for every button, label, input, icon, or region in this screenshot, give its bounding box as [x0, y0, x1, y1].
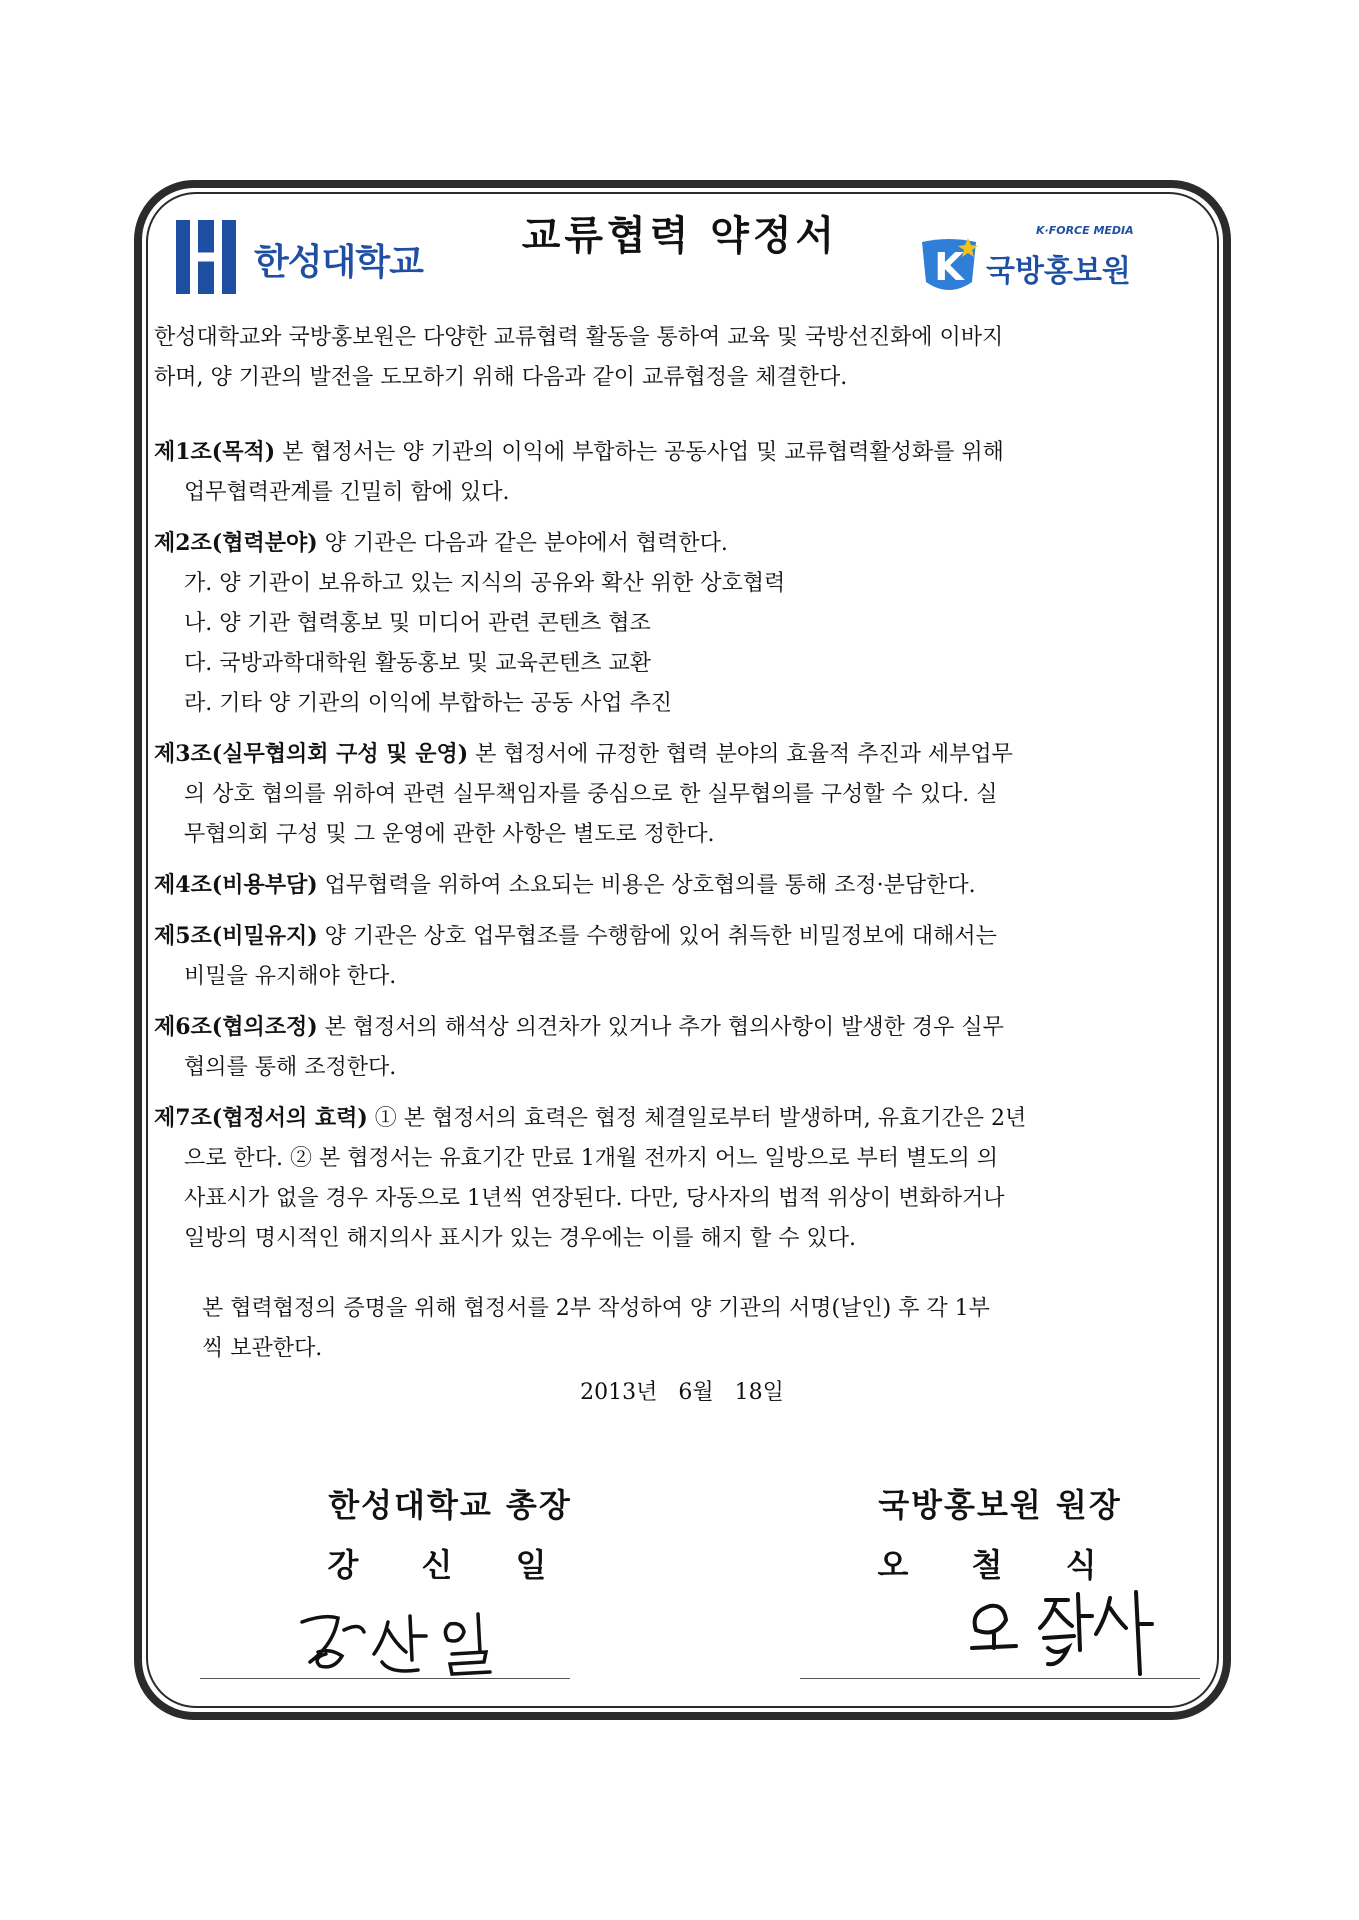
closing-paragraph	[154, 1289, 1210, 1369]
signer-role: 한성대학교 총장	[328, 1486, 572, 1524]
kforce-media-logo	[918, 224, 1158, 304]
article-text: 으로 한다. ② 본 협정서는 유효기간 만료 1개월 전까지 어느 일방으로 부터 별도의 의	[184, 1146, 998, 1171]
article-6	[154, 1007, 1210, 1088]
article-text: 사표시가 없을 경우 자동으로 1년씩 연장된다. 다만, 당사자의 법적 위상이 변화하거나	[184, 1186, 1005, 1211]
hansung-university-logo	[170, 216, 430, 300]
article-text: 비밀을 유지해야 한다.	[184, 964, 397, 989]
intro-line: 한성대학교와 국방홍보원은 다양한 교류협력 활동을 통하여 교육 및 국방선진화에 이바지	[154, 325, 1004, 350]
signing-date: 2013년 6월 18일	[580, 1380, 784, 1405]
article-heading: 제3조(실무협의회 구성 및 운영)	[154, 741, 469, 767]
article-text: 본 협정서에 규정한 협력 분야의 효율적 추진과 세부업무	[468, 742, 1013, 767]
article-heading: 제2조(협력분야)	[154, 530, 318, 556]
article-text: ① 본 협정서의 효력은 협정 체결일로부터 발생하며, 유효기간은 2년	[367, 1106, 1027, 1131]
list-item: 가. 양 기관이 보유하고 있는 지식의 공유와 확산 위한 상호협력	[184, 571, 786, 596]
article-text: 일방의 명시적인 해지의사 표시가 있는 경우에는 이를 해지 할 수 있다.	[184, 1226, 856, 1251]
article-heading: 제1조(목적)	[154, 439, 276, 465]
list-item: 나. 양 기관 협력홍보 및 미디어 관련 콘텐츠 협조	[184, 611, 651, 636]
closing-line: 씩 보관한다.	[202, 1336, 323, 1361]
article-heading: 제4조(비용부담)	[154, 872, 318, 898]
article-heading: 제7조(협정서의 효력)	[154, 1105, 368, 1131]
article-text: 무협의회 구성 및 그 운영에 관한 사항은 별도로 정한다.	[184, 822, 715, 847]
signature-oh	[960, 1586, 1180, 1682]
signer-name: 오 철 식	[877, 1546, 1123, 1584]
article-heading: 제6조(협의조정)	[154, 1014, 318, 1040]
signer-role: 국방홍보원 원장	[878, 1486, 1122, 1524]
article-4	[154, 865, 1210, 906]
intro-line: 하며, 양 기관의 발전을 도모하기 위해 다음과 같이 교류협정을 체결한다.	[154, 365, 848, 390]
list-item: 다. 국방과학대학원 활동홍보 및 교육콘텐츠 교환	[184, 651, 652, 676]
article-text: 양 기관은 다음과 같은 분야에서 협력한다.	[317, 531, 728, 556]
svg-text:K: K	[934, 245, 964, 289]
closing-line: 본 협력협정의 증명을 위해 협정서를 2부 작성하여 양 기관의 서명(날인) 후 각 1부	[202, 1296, 990, 1321]
k-badge-icon	[918, 236, 980, 296]
signer-name: 강 신 일	[327, 1546, 573, 1584]
agreement-body	[154, 318, 1210, 1413]
signer-hansung	[270, 1480, 630, 1586]
article-heading: 제5조(비밀유지)	[154, 923, 318, 949]
signer-kforce	[820, 1480, 1180, 1586]
article-text: 업무협력관계를 긴밀히 함에 있다.	[184, 480, 510, 505]
document-title: 교류협력 약정서	[521, 212, 839, 259]
article-2	[154, 523, 1210, 724]
list-item: 라. 기타 양 기관의 이익에 부합하는 공동 사업 추진	[184, 691, 672, 716]
article-text: 본 협정서의 해석상 의견차가 있거나 추가 협의사항이 발생한 경우 실무	[317, 1015, 1004, 1040]
article-5	[154, 916, 1210, 997]
article-text: 의 상호 협의를 위하여 관련 실무책임자를 중심으로 한 실무협의를 구성할 수 있다. 실	[184, 782, 998, 807]
kforce-media-subtitle: K·FORCE MEDIA	[1036, 224, 1134, 237]
signature-kang	[290, 1600, 530, 1680]
article-7	[154, 1098, 1210, 1259]
hansung-h-icon	[170, 216, 242, 298]
signature-line-right	[800, 1678, 1200, 1679]
article-text: 협의를 통해 조정한다.	[184, 1055, 397, 1080]
kforce-logo-text: 국방홍보원	[986, 254, 1131, 289]
intro-paragraph	[154, 318, 1210, 398]
article-text: 양 기관은 상호 업무협조를 수행함에 있어 취득한 비밀정보에 대해서는	[317, 924, 997, 949]
article-1	[154, 432, 1210, 513]
article-text: 업무협력을 위하여 소요되는 비용은 상호협의를 통해 조정·분담한다.	[317, 873, 976, 898]
article-text: 본 협정서는 양 기관의 이익에 부합하는 공동사업 및 교류협력활성화를 위해	[275, 440, 1004, 465]
signature-line-left	[200, 1678, 570, 1679]
hansung-logo-text: 한성대학교	[254, 242, 423, 283]
article-3	[154, 734, 1210, 855]
